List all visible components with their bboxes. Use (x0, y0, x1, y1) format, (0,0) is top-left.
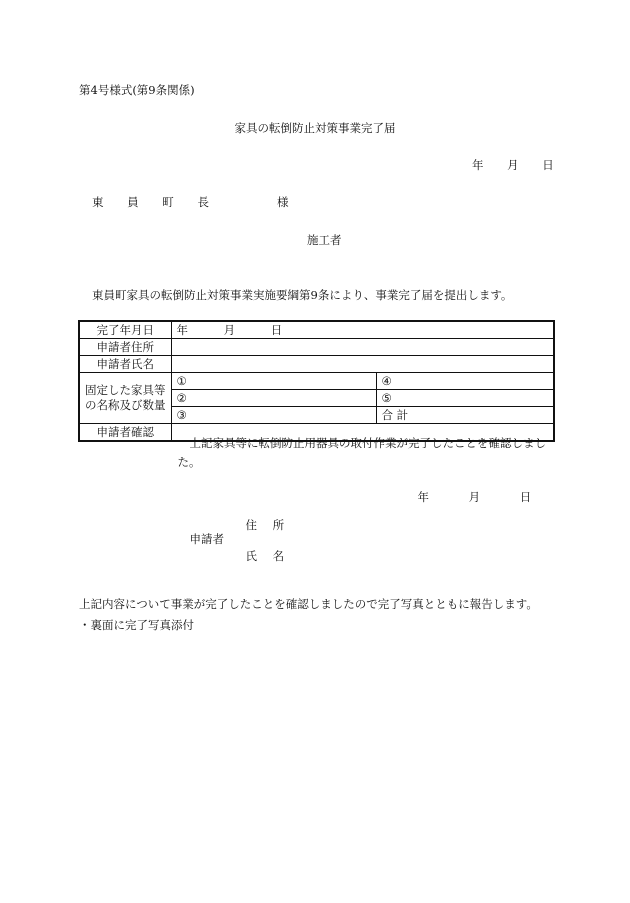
furniture-item-5[interactable]: ⑤ (376, 390, 554, 407)
applicant-label: 申請者 (189, 532, 224, 546)
furniture-item-4[interactable]: ④ (376, 373, 554, 390)
applicant-address-caption: 住 所 (245, 518, 291, 532)
form-number-label: 第4号様式(第9条関係) (79, 83, 195, 97)
table-row (79, 321, 554, 339)
furniture-label-line2: の名称及び数量 (85, 398, 166, 412)
table-row (79, 356, 554, 373)
report-statement: 上記内容について事業が完了したことを確認しましたので完了写真とともに報告します。 (79, 597, 538, 611)
applicant-confirm-label: 申請者確認 (79, 424, 171, 442)
completion-date-field[interactable]: 年 月 日 (171, 321, 554, 339)
furniture-label-line1: 固定した家具等 (85, 383, 166, 397)
applicant-confirm-cell (171, 424, 554, 563)
confirm-statement: 上記家具等に転倒防止用器具の取付作業が完了したことを確認しました。 (177, 436, 546, 469)
applicant-name-field[interactable] (171, 356, 554, 373)
completion-date-label: 完了年月日 (79, 321, 171, 339)
submission-date: 年 月 日 (472, 158, 554, 172)
applicant-address-field[interactable] (171, 339, 554, 356)
attachment-note: ・裏面に完了写真添付 (79, 618, 194, 632)
applicant-name-label: 申請者氏名 (79, 356, 171, 373)
furniture-item-3[interactable]: ③ (171, 407, 376, 424)
table-row (79, 339, 554, 356)
completion-form-table (78, 320, 555, 563)
addressee-suffix: 様 (277, 195, 289, 209)
table-row (79, 373, 554, 390)
table-row (79, 424, 554, 442)
furniture-item-2[interactable]: ② (171, 390, 376, 407)
furniture-total[interactable]: 合 計 (376, 407, 554, 424)
addressee: 東 員 町 長 (92, 195, 219, 209)
confirm-date[interactable]: 年 月 日 (417, 490, 532, 504)
document-title: 家具の転倒防止対策事業完了届 (234, 121, 396, 135)
intro-text: 東員町家具の転倒防止対策事業実施要綱第9条により、事業完了届を提出します。 (92, 288, 513, 302)
applicant-name-caption: 氏 名 (245, 549, 291, 563)
furniture-label (79, 373, 171, 424)
contractor-label: 施工者 (307, 233, 342, 247)
applicant-address-label: 申請者住所 (79, 339, 171, 356)
furniture-item-1[interactable]: ① (171, 373, 376, 390)
